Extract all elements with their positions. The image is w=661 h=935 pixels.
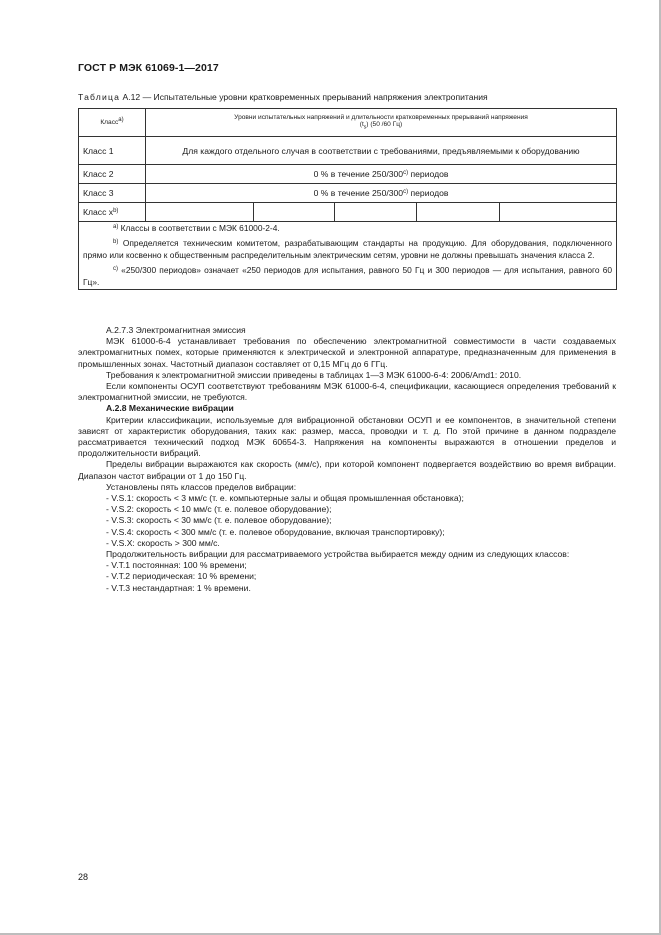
- list-item: - V.S.4: скорость < 300 мм/с (т. е. полевое оборудование, включая транспортировку);: [106, 526, 445, 537]
- list-item: - V.S.1: скорость < 3 мм/с (т. е. компьютерные залы и общая промышленная обстановка);: [106, 493, 464, 504]
- list-item: - V.S.3: скорость < 30 мм/с (т. е. полевое оборудование);: [106, 515, 332, 526]
- row-value: 0 % в течение 250/300$^{c)}$ периодов: [146, 165, 617, 184]
- paragraph: МЭК 61000-6-4 устанавливает требования по обеспечению электромагнитной совместимости в части создаваемых электромагнитных помех, которые применяются к электрической и электронной аппаратуре, предназначенным для применения в промышленных зонах. Частотный диапазон составляет от 0,15 МГц до 6 ГГц.: [78, 336, 616, 369]
- paragraph: Если компоненты ОСУП соответствуют требованиям МЭК 61000-6-4, спецификации, касающиеся определения требований к электромагнитной эмиссии, не требуются.: [78, 381, 616, 403]
- document-body: [78, 325, 616, 594]
- table-footnotes: [79, 222, 617, 290]
- table-row: [79, 203, 617, 222]
- table-caption-prefix: Таблица: [78, 92, 121, 102]
- table-header-row: [79, 109, 617, 137]
- row-label: Класс 2: [79, 165, 146, 184]
- empty-cell: [254, 203, 335, 222]
- paragraph: Установлены пять классов пределов вибрации:: [106, 481, 297, 492]
- table-row: [79, 184, 617, 203]
- footnote-a: $^{a)}$ Классы в соответствии с МЭК 61000-2-4.: [113, 223, 280, 233]
- list-item: - V.T.3 нестандартная: 1 % времени.: [106, 582, 251, 593]
- row-value: 0 % в течение 250/300$^{c)}$ периодов: [146, 184, 617, 203]
- empty-cell: [335, 203, 417, 222]
- empty-cell: [146, 203, 254, 222]
- list-item: - V.T.1 постоянная: 100 % времени;: [106, 560, 247, 571]
- empty-cell: [500, 203, 617, 222]
- table-caption: [78, 92, 488, 102]
- list-item: - V.T.2 периодическая: 10 % времени;: [106, 571, 257, 582]
- row-label: Класс 3: [79, 184, 146, 203]
- footnote-b: $^{b)}$ Определяется техническим комитетом, разрабатывающим стандарты на продукцию. Для оборудования, подключенного прямо или косвенно к общественным распределительным электрическим сетям, уровни не должны превышать значения класса 2.: [83, 237, 613, 260]
- section-title-vibration: А.2.8 Механические вибрации: [106, 403, 234, 414]
- list-item: - V.S.2: скорость < 10 мм/с (т. е. полевое оборудование);: [106, 504, 332, 515]
- table-footnotes-row: [79, 222, 617, 290]
- table-row: [79, 137, 617, 165]
- document-header: ГОСТ Р МЭК 61069-1—2017: [78, 62, 219, 74]
- row-label: Класс $x^{b)}$: [79, 203, 146, 222]
- paragraph: Критерии классификации, используемые для вибрационной обстановки ОСУП и ее компонентов, в значительной степени зависят от характеристик оборудования, таких как: размер, масса, проводки и т. д. По этой причине в данном подразделе рассматривается технический подход МЭК 60654-3. Напряжения на компоненты выражаются в отношении пределов и продолжительности вибраций.: [78, 414, 616, 459]
- empty-cell: [417, 203, 500, 222]
- row-label: Класс 1: [79, 137, 146, 165]
- page-number: 28: [78, 872, 89, 882]
- levels-column-header: Уровни испытательных напряжений и длительности кратковременных прерываний напряжения $(t_s)$ (50 /60 Гц): [146, 109, 617, 137]
- paragraph: Требования к электромагнитной эмиссии приведены в таблицах 1—3 МЭК 61000-6-4: 2006/Amd1: 2010.: [106, 369, 522, 380]
- section-title-emission: А.2.7.3 Электромагнитная эмиссия: [106, 325, 246, 335]
- table-row: [79, 165, 617, 184]
- row-value: Для каждого отдельного случая в соответствии с требованиями, предъявляемыми к оборудованию: [146, 137, 617, 165]
- table-caption-text: А.12 — Испытательные уровни кратковременных прерываний напряжения электропитания: [120, 92, 488, 102]
- paragraph: Продолжительность вибрации для рассматриваемого устройства выбирается между одним из следующих классов:: [106, 549, 570, 560]
- paragraph: Пределы вибрации выражаются как скорость (мм/с), при которой компонент подвергается воздействию во время вибрации. Диапазон частот вибрации от 1 до 150 Гц.: [78, 459, 616, 481]
- class-column-header: Класс$^{a)}$: [79, 109, 146, 137]
- interruption-levels-table: [78, 108, 617, 290]
- footnote-c: $^{c)}$ «250/300 периодов» означает «250 периодов для испытания, равного 50 Гц и 300 периодов — для испытания, равного 60 Гц».: [83, 264, 613, 287]
- list-item: - V.S.X: скорость > 300 мм/с.: [106, 537, 220, 548]
